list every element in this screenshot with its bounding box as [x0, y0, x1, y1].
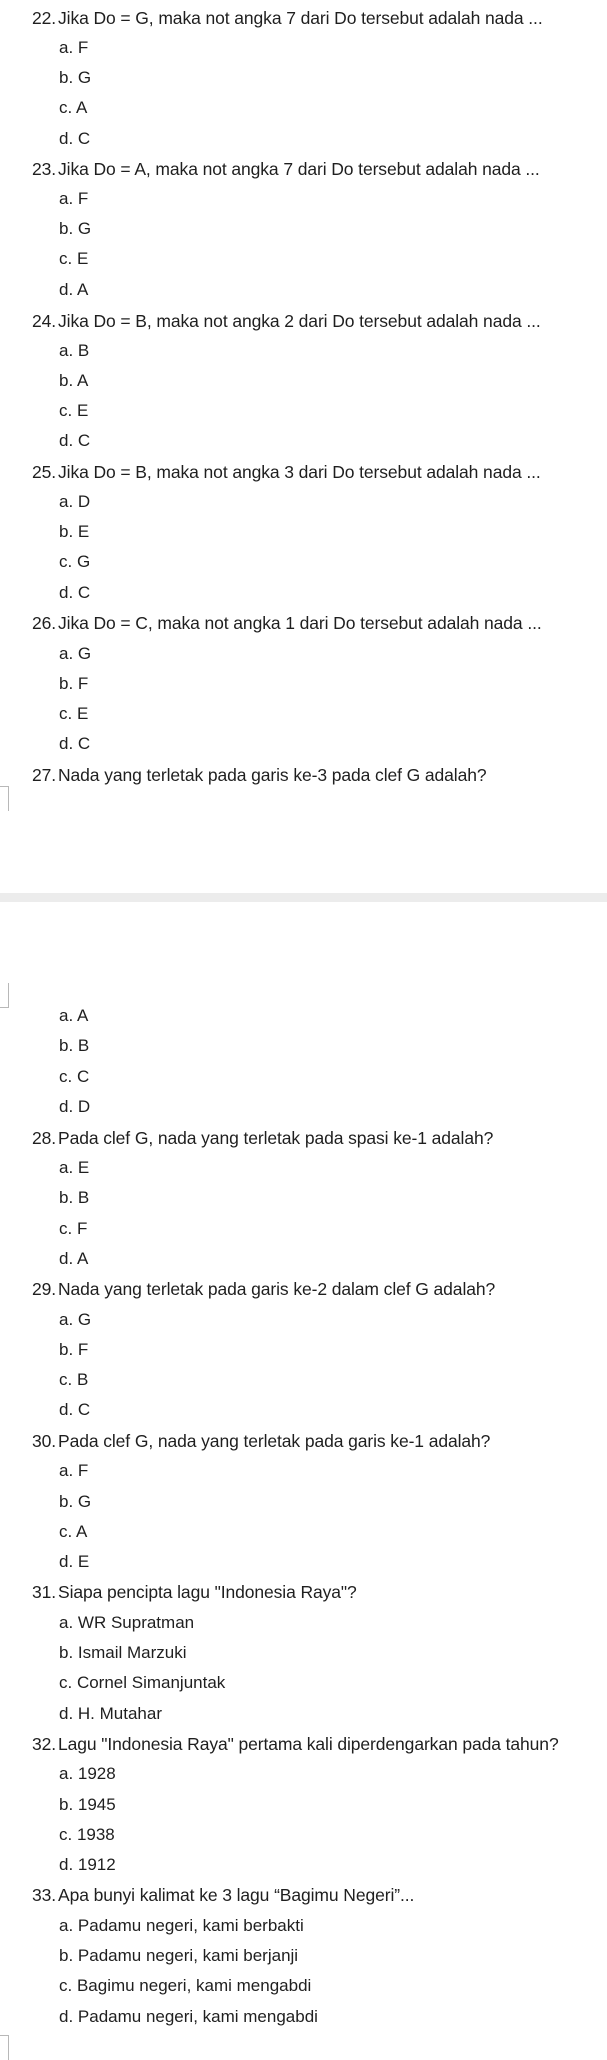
answer-option: d. H. Mutahar [59, 1704, 162, 1723]
answer-option: c. Cornel Simanjuntak [59, 1673, 226, 1692]
answer-option: c. G [59, 552, 91, 571]
question-text [32, 1733, 602, 1755]
question-body: Pada clef G, nada yang terletak pada spasi ke-1 adalah? [58, 1128, 494, 1148]
answer-option: d. E [59, 1552, 90, 1571]
answer-option: c. E [59, 704, 89, 723]
question-number: 30. [32, 1431, 57, 1451]
page-separator [0, 893, 607, 902]
answer-option: a. D [59, 492, 91, 511]
answer-option: a. F [59, 189, 89, 208]
answer-option: c. E [59, 401, 89, 420]
question-body: Siapa pencipta lagu "Indonesia Raya"? [58, 1582, 357, 1602]
answer-option: b. B [59, 1036, 90, 1055]
question-number: 25. [32, 462, 57, 482]
question-number: 22. [32, 8, 57, 28]
question-number: 31. [32, 1582, 57, 1602]
page-1 [0, 0, 607, 893]
page-corner-mark [0, 983, 9, 1008]
question-text [32, 7, 602, 29]
answer-option: a. WR Supratman [59, 1613, 195, 1632]
answer-option: a. B [59, 341, 90, 360]
question-text [32, 1127, 602, 1149]
answer-option: b. B [59, 1188, 90, 1207]
question-number: 23. [32, 159, 57, 179]
question-number: 33. [32, 1885, 57, 1905]
question-number: 29. [32, 1279, 57, 1299]
answer-option: d. C [59, 583, 91, 602]
question-text [32, 1278, 602, 1300]
answer-option: b. G [59, 68, 92, 87]
answer-option: b. G [59, 219, 92, 238]
answer-option: b. A [59, 371, 89, 390]
question-body: Jika Do = G, maka not angka 7 dari Do tersebut adalah nada ... [58, 8, 543, 28]
answer-option: c. 1938 [59, 1825, 115, 1844]
question-number: 26. [32, 613, 57, 633]
question-body: Jika Do = B, maka not angka 2 dari Do tersebut adalah nada ... [58, 311, 541, 331]
answer-option: c. A [59, 98, 88, 117]
question-text [32, 1430, 602, 1452]
answer-option: a. Padamu negeri, kami berbakti [59, 1916, 304, 1935]
answer-option: b. E [59, 522, 90, 541]
question-text [32, 1884, 602, 1906]
answer-option: d. A [59, 1249, 89, 1268]
question-body: Pada clef G, nada yang terletak pada garis ke-1 adalah? [58, 1431, 491, 1451]
question-body: Nada yang terletak pada garis ke-3 pada clef G adalah? [58, 765, 487, 785]
question-body: Apa bunyi kalimat ke 3 lagu “Bagimu Negeri”... [58, 1885, 415, 1905]
question-body: Lagu "Indonesia Raya" pertama kali diperdengarkan pada tahun? [58, 1734, 559, 1754]
question-number: 28. [32, 1128, 57, 1148]
question-number: 32. [32, 1734, 57, 1754]
answer-option: d. C [59, 1400, 91, 1419]
question-text [32, 310, 602, 332]
answer-option: a. 1928 [59, 1764, 116, 1783]
question-text [32, 158, 602, 180]
answer-option: b. Padamu negeri, kami berjanji [59, 1946, 299, 1965]
answer-option: b. 1945 [59, 1795, 116, 1814]
page-corner-mark [0, 2035, 9, 2060]
answer-option: b. F [59, 1340, 89, 1359]
answer-option: d. C [59, 129, 91, 148]
question-body: Jika Do = C, maka not angka 1 dari Do tersebut adalah nada ... [58, 613, 542, 633]
answer-option: c. C [59, 1067, 90, 1086]
answer-option: d. C [59, 734, 91, 753]
answer-option: a. F [59, 38, 89, 57]
question-text [32, 461, 602, 483]
question-number: 24. [32, 311, 57, 331]
answer-option: a. A [59, 1006, 89, 1025]
answer-option: b. F [59, 674, 89, 693]
question-text [32, 612, 602, 634]
answer-option: a. F [59, 1461, 89, 1480]
answer-option: c. Bagimu negeri, kami mengabdi [59, 1976, 312, 1995]
answer-option: c. A [59, 1522, 88, 1541]
answer-option: a. G [59, 1310, 92, 1329]
answer-option: d. D [59, 1097, 91, 1116]
answer-option: c. E [59, 249, 89, 268]
answer-option: b. Ismail Marzuki [59, 1643, 187, 1662]
answer-option: c. F [59, 1219, 88, 1238]
page-corner-mark [0, 786, 9, 811]
question-body: Nada yang terletak pada garis ke-2 dalam clef G adalah? [58, 1279, 496, 1299]
answer-option: b. G [59, 1492, 92, 1511]
question-text [32, 1581, 602, 1603]
question-number: 27. [32, 765, 57, 785]
question-body: Jika Do = A, maka not angka 7 dari Do tersebut adalah nada ... [58, 159, 540, 179]
question-text [32, 764, 602, 786]
answer-option: d. C [59, 431, 91, 450]
answer-option: d. A [59, 280, 89, 299]
answer-option: c. B [59, 1370, 89, 1389]
answer-option: a. G [59, 644, 92, 663]
answer-option: a. E [59, 1158, 90, 1177]
question-body: Jika Do = B, maka not angka 3 dari Do tersebut adalah nada ... [58, 462, 541, 482]
answer-option: d. Padamu negeri, kami mengabdi [59, 2007, 318, 2026]
answer-option: d. 1912 [59, 1855, 116, 1874]
